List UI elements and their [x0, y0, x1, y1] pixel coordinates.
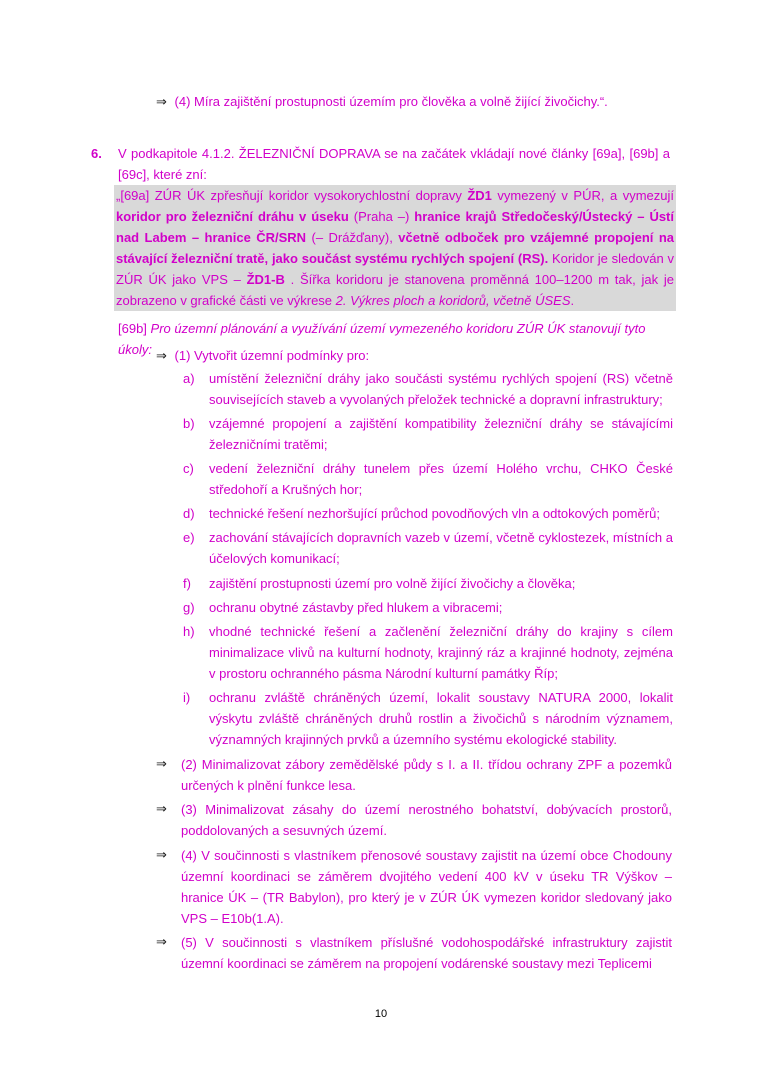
letter-item	[183, 458, 673, 500]
intro-item-text: (4) Míra zajištění prostupnosti územím pro člověka a volně žijící živočichy.“.	[174, 94, 608, 109]
task-text: (5) V součinnosti s vlastníkem příslušné vodohospodářské infrastruktury zajistit územní koordinaci se záměrem na propojení vodárenské soustavy mezi Teplicemi	[181, 935, 672, 971]
item-text: vedení železniční dráhy tunelem přes území Holého vrchu, CHKO České středohoří a Krušných hor;	[209, 461, 673, 497]
letter-item	[183, 687, 673, 750]
task-item	[156, 799, 672, 841]
item-letter: a)	[183, 371, 195, 386]
item-text: umístění železniční dráhy jako součásti systému rychlých spojení (RS) včetně souvisejících staveb a vyvolaných přeložek technické a dopravní infrastruktury;	[209, 371, 673, 407]
arrow-icon: ⇒	[156, 349, 167, 364]
section-number: 6.	[91, 146, 102, 161]
letter-item	[183, 413, 673, 455]
arrow-icon: ⇒	[156, 848, 167, 863]
paragraph-69b: [69b] Pro územní plánování a využívání území vymezeného koridoru ZÚR ÚK stanovují tyto úkoly:	[118, 321, 646, 357]
arrow-icon: ⇒	[156, 802, 167, 817]
task-text: (2) Minimalizovat zábory zemědělské půdy s I. a II. třídou ochrany ZPF a pozemků určených k plnění funkce lesa.	[181, 757, 672, 793]
letter-item	[183, 621, 673, 684]
letter-item	[183, 503, 673, 524]
item-letter: h)	[183, 624, 195, 639]
task-text: (4) V součinnosti s vlastníkem přenosové soustavy zajistit na území obce Chodouny územní koordinaci se záměrem dvojitého vedení 400 kV v úseku TR Výškov – hranice ÚK – (TR Babylon), pro který je v ZÚR ÚK vymezen koridor sledovaný jako VPS – E10b(1.A).	[181, 848, 672, 926]
task-item	[156, 845, 672, 929]
letter-item	[183, 573, 673, 594]
item-text: ochranu zvláště chráněných území, lokalit soustavy NATURA 2000, lokalit výskytu zvláště chráněných druhů rostlin a živočichů s národním významem, významných krajinných prvků a územního systému ekologické stability.	[209, 690, 673, 747]
letter-item	[183, 368, 673, 410]
intro-item	[156, 91, 676, 113]
task-item	[156, 754, 672, 796]
arrow-icon: ⇒	[156, 935, 167, 950]
item-text: vzájemné propojení a zajištění kompatibility železniční dráhy se stávajícími železničními tratěmi;	[209, 416, 673, 452]
letter-item	[183, 597, 673, 618]
item-text: technické řešení nezhoršující průchod povodňových vln a odtokových poměrů;	[209, 506, 660, 521]
task-item	[156, 932, 672, 974]
item-text: zajištění prostupnosti území pro volně žijící živočichy a člověka;	[209, 576, 576, 591]
item-letter: e)	[183, 530, 195, 545]
paragraph-69a: „[69a] ZÚR ÚK zpřesňují koridor vysokorychlostní dopravy ŽD1 vymezený v PÚR, a vymezují koridor pro železniční dráhu v úseku (Praha –) hranice krajů Středočeský/Ústecký – Ústí nad Labem – hranice ČR/SRN (– Drážďany), včetně odboček pro vzájemné propojení na stávající železniční tratě, jako součást systému rychlých spojení (RS). Koridor je sledován v ZÚR ÚK jako VPS – ŽD1-B . Šířka koridoru je stanovena proměnná 100–1200 m tak, jak je zobrazeno v grafické části ve výkrese 2. Výkres ploch a koridorů, včetně ÚSES.	[114, 185, 676, 311]
item-text: ochranu obytné zástavby před hlukem a vibracemi;	[209, 600, 503, 615]
item-letter: d)	[183, 506, 195, 521]
section-lead: V podkapitole 4.1.2. ŽELEZNIČNÍ DOPRAVA se na začátek vkládají nové články [69a], [69b] a [69c], které zní:	[118, 146, 670, 182]
item-text: vhodné technické řešení a začlenění železniční dráhy do krajiny s cílem minimalizace vlivů na kulturní hodnoty, krajinný ráz a krajinné hodnoty, zejména v prostoru ochranného pásma Národní kulturní památky Říp;	[209, 624, 673, 681]
task-text: (1) Vytvořit územní podmínky pro:	[174, 348, 370, 363]
item-letter: f)	[183, 576, 191, 591]
item-letter: i)	[183, 690, 191, 705]
task-item	[156, 345, 676, 367]
arrow-icon: ⇒	[156, 757, 167, 772]
item-letter: c)	[183, 461, 194, 476]
item-letter: g)	[183, 600, 195, 615]
task-text: (3) Minimalizovat zásahy do území nerostného bohatství, dobývacích prostorů, poddolovaných a sesuvných území.	[181, 802, 672, 838]
letter-item	[183, 527, 673, 569]
arrow-icon: ⇒	[156, 95, 167, 110]
page-number: 10	[374, 1008, 388, 1020]
item-text: zachování stávajících dopravních vazeb v území, včetně cyklostezek, místních a účelových komunikací;	[209, 530, 673, 566]
item-letter: b)	[183, 416, 195, 431]
